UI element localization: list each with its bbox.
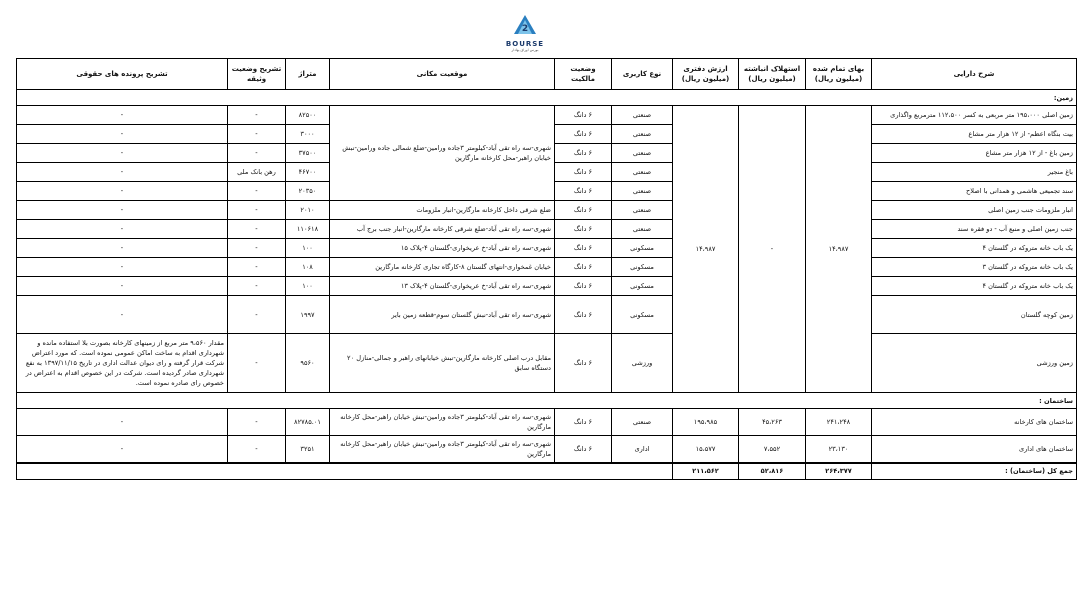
book-value-cell: ۱۹۵،۹۸۵ (673, 409, 739, 436)
ownership-cell: ۶ دانگ (555, 334, 612, 393)
header-collateral: تشریح وضعیت وثیقه (228, 59, 286, 90)
location-cell: شهری-سه راه تقی آباد-کیلومتر ۳جاده ورامین-نبش خیابان راهبر-محل کارخانه مارگارین (330, 436, 555, 463)
legal-cell: - (17, 258, 228, 277)
usage-cell: مسکونی (612, 277, 673, 296)
land-shared-location-cell: شهری-سه راه تقی آباد-کیلومتر ۳جاده ورامین-ضلع شمالی جاده ورامین-نبش خیابان راهبر-محل کارخانه مارگارین (330, 106, 555, 201)
total-cost: ۲۶۴،۳۷۷ (806, 463, 872, 480)
collateral-cell: - (228, 277, 286, 296)
table-row (17, 201, 1077, 220)
asset-cell: زمین باغ - از ۱۲ هزار متر مشاع (872, 144, 1077, 163)
asset-cell: زمین ورزشی (872, 334, 1077, 393)
total-empty-cell (17, 463, 673, 480)
total-depreciation: ۵۲،۸۱۶ (739, 463, 806, 480)
ownership-cell: ۶ دانگ (555, 125, 612, 144)
usage-cell: ورزشی (612, 334, 673, 393)
legal-cell: - (17, 182, 228, 201)
location-cell: شهری-سه راه تقی آباد-خ عریخواری-گلستان ۴-پلاک ۱۵ (330, 239, 555, 258)
area-cell: ۱۰۰ (286, 277, 330, 296)
logo-tagline: بورس اوراق بهادار (511, 48, 539, 52)
svg-text:2: 2 (521, 24, 529, 34)
asset-cell: باغ منجیر (872, 163, 1077, 182)
usage-cell: صنعتی (612, 125, 673, 144)
area-cell: ۲۰۱۰ (286, 201, 330, 220)
land-cost-cell: ۱۴،۹۸۷ (806, 106, 872, 393)
usage-cell: صنعتی (612, 201, 673, 220)
area-cell: ۲۰۳۵۰ (286, 182, 330, 201)
ownership-cell: ۶ دانگ (555, 144, 612, 163)
location-cell: شهری-سه راه تقی آباد-کیلومتر ۳جاده ورامین-نبش خیابان راهبر-محل کارخانه مارگارین (330, 409, 555, 436)
table-row (17, 220, 1077, 239)
location-cell: شهری-سه راه تقی آباد-نبش گلستان سوم-قطعه زمین بایر (330, 296, 555, 334)
total-row (17, 463, 1077, 480)
asset-cell: بیت بنگاه اعظم- از ۱۲ هزار متر مشاع (872, 125, 1077, 144)
depreciation-cell: ۷،۵۵۲ (739, 436, 806, 463)
usage-cell: صنعتی (612, 106, 673, 125)
collateral-cell: - (228, 201, 286, 220)
asset-cell: زمین کوچه گلستان (872, 296, 1077, 334)
collateral-cell: - (228, 182, 286, 201)
header-usage: نوع کاربری (612, 59, 673, 90)
ownership-cell: ۶ دانگ (555, 409, 612, 436)
collateral-cell: - (228, 144, 286, 163)
legal-cell: - (17, 409, 228, 436)
area-cell: ۳۲۵۱ (286, 436, 330, 463)
cost-cell: ۲۴۱،۲۴۸ (806, 409, 872, 436)
table-row (17, 106, 1077, 125)
header-row (17, 59, 1077, 90)
collateral-cell: رهن بانک ملی (228, 163, 286, 182)
collateral-cell: - (228, 409, 286, 436)
area-cell: ۱۱۰۶۱۸ (286, 220, 330, 239)
usage-cell: اداری (612, 436, 673, 463)
ownership-cell: ۶ دانگ (555, 163, 612, 182)
collateral-cell: - (228, 106, 286, 125)
ownership-cell: ۶ دانگ (555, 296, 612, 334)
location-cell: خیابان غمخواری-انتهای گلستان ۸-کارگاه تجاری کارخانه مارگارین (330, 258, 555, 277)
location-cell: شهری-سه راه تقی آباد-ضلع شرقی کارخانه مارگارین-انبار جنب برج آب (330, 220, 555, 239)
table-row (17, 296, 1077, 334)
table-row (17, 334, 1077, 393)
area-cell: ۹۵۶۰ (286, 334, 330, 393)
legal-cell: - (17, 277, 228, 296)
asset-cell: یک باب خانه متروکه در گلستان ۳ (872, 258, 1077, 277)
legal-cell: - (17, 106, 228, 125)
usage-cell: مسکونی (612, 239, 673, 258)
usage-cell: صنعتی (612, 182, 673, 201)
asset-cell: یک باب خانه متروکه در گلستان ۴ (872, 239, 1077, 258)
ownership-cell: ۶ دانگ (555, 201, 612, 220)
legal-cell: - (17, 239, 228, 258)
table-row (17, 258, 1077, 277)
table-row (17, 436, 1077, 463)
building-section-row (17, 393, 1077, 409)
legal-cell: - (17, 125, 228, 144)
area-cell: ۱۰۰ (286, 239, 330, 258)
area-cell: ۱۰۸ (286, 258, 330, 277)
header-cost: بهای تمام شده (میلیون ریال) (806, 59, 872, 90)
total-book-value: ۲۱۱،۵۶۲ (673, 463, 739, 480)
legal-cell: - (17, 436, 228, 463)
asset-cell: زمین اصلی ۱۹۵،۰۰۰ متر مربعی به کسر ۱۱۲،۵۰۰ مترمربع واگذاری (872, 106, 1077, 125)
asset-cell: ساختمان های کارخانه (872, 409, 1077, 436)
logo-word: BOURSE (505, 40, 545, 48)
land-section-label: زمین: (17, 90, 1077, 106)
land-book-value-cell: ۱۴،۹۸۷ (673, 106, 739, 393)
land-depreciation-cell: - (739, 106, 806, 393)
ownership-cell: ۶ دانگ (555, 106, 612, 125)
legal-cell: - (17, 220, 228, 239)
area-cell: ۸۲۵۰۰ (286, 106, 330, 125)
table-row (17, 409, 1077, 436)
collateral-cell: - (228, 258, 286, 277)
depreciation-cell: ۴۵،۲۶۳ (739, 409, 806, 436)
collateral-cell: - (228, 239, 286, 258)
building-section-label: ساختمان : (17, 393, 1077, 409)
ownership-cell: ۶ دانگ (555, 220, 612, 239)
collateral-cell: - (228, 125, 286, 144)
area-cell: ۳۰۰۰ (286, 125, 330, 144)
ownership-cell: ۶ دانگ (555, 436, 612, 463)
header-area: متراژ (286, 59, 330, 90)
ownership-cell: ۶ دانگ (555, 239, 612, 258)
collateral-cell: - (228, 334, 286, 393)
asset-cell: انبار ملزومات جنب زمین اصلی (872, 201, 1077, 220)
bourse-logo (500, 14, 550, 52)
asset-cell: یک باب خانه متروکه در گلستان ۴ (872, 277, 1077, 296)
usage-cell: مسکونی (612, 296, 673, 334)
location-cell: ضلع شرقی داخل کارخانه مارگارین-انبار ملزومات (330, 201, 555, 220)
header-depreciation: استهلاک انباشته (میلیون ریال) (739, 59, 806, 90)
total-label: جمع کل (ساختمان) : (872, 463, 1077, 480)
usage-cell: صنعتی (612, 144, 673, 163)
area-cell: ۴۶۷۰۰ (286, 163, 330, 182)
header-asset: شرح دارایی (872, 59, 1077, 90)
legal-cell: - (17, 201, 228, 220)
asset-cell: ساختمان های اداری (872, 436, 1077, 463)
usage-cell: صنعتی (612, 163, 673, 182)
collateral-cell: - (228, 296, 286, 334)
location-cell: شهری-سه راه تقی آباد-خ عریخواری-گلستان ۴-پلاک ۱۳ (330, 277, 555, 296)
asset-cell: جنب زمین اصلی و منبع آب - دو فقره سند (872, 220, 1077, 239)
usage-cell: صنعتی (612, 409, 673, 436)
legal-cell: - (17, 163, 228, 182)
book-value-cell: ۱۵،۵۷۷ (673, 436, 739, 463)
header-legal: تشریح پرونده های حقوقی (17, 59, 228, 90)
ownership-cell: ۶ دانگ (555, 182, 612, 201)
location-cell: مقابل درب اصلی کارخانه مارگارین-نبش خیابانهای راهبر و جمالی-منازل ۲۰ دستگاه سابق (330, 334, 555, 393)
usage-cell: مسکونی (612, 258, 673, 277)
table-row (17, 277, 1077, 296)
legal-cell: - (17, 296, 228, 334)
collateral-cell: - (228, 220, 286, 239)
area-cell: ۸۲۷۸۵.۰۱ (286, 409, 330, 436)
area-cell: ۱۹۹۷ (286, 296, 330, 334)
area-cell: ۳۷۵۰۰ (286, 144, 330, 163)
header-book-value: ارزش دفتری (میلیون ریال) (673, 59, 739, 90)
cost-cell: ۲۳،۱۳۰ (806, 436, 872, 463)
land-section-row (17, 90, 1077, 106)
assets-table (16, 58, 1077, 480)
ownership-cell: ۶ دانگ (555, 277, 612, 296)
usage-cell: صنعتی (612, 220, 673, 239)
legal-cell: مقدار ۹،۵۶۰ متر مربع از زمینهای کارخانه بصورت بلا استفاده مانده و شهرداری اقدام به ساخت اماکن عمومی نموده است. که مورد اعتراض شرکت قرار گرفته و رای دیوان عدالت اداری در تاریخ ۱۳۹۷/۱۱/۱۵ به نفع شهرداری صادر گردیده است. شرکت در این خصوص اقدام به اعتراض در خصوص رای صادره نموده است. (17, 334, 228, 393)
bourse-emblem-icon (500, 14, 550, 36)
header-ownership: وضعیت مالکیت (555, 59, 612, 90)
legal-cell: - (17, 144, 228, 163)
table-row (17, 239, 1077, 258)
asset-cell: سند تجمیعی هاشمی و همدانی با اصلاح (872, 182, 1077, 201)
collateral-cell: - (228, 436, 286, 463)
ownership-cell: ۶ دانگ (555, 258, 612, 277)
header-location: موقعیت مکانی (330, 59, 555, 90)
